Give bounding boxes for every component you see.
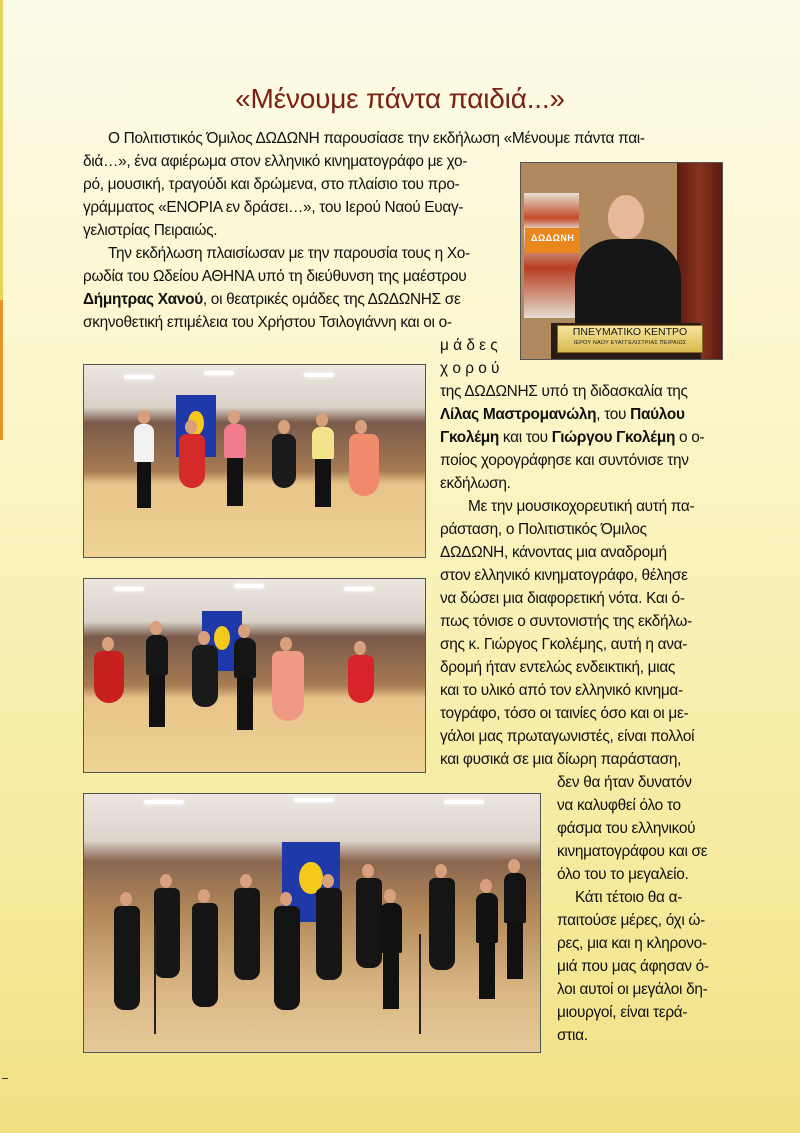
text-line: [440, 404, 723, 427]
text-line: ράσταση, ο Πολιτιστικός Όμιλος: [440, 521, 647, 538]
dance-photo-1: [83, 364, 426, 558]
mic-stand: [419, 934, 421, 1034]
text-line: [83, 289, 509, 312]
dodoni-logo-text: ΔΩΔΩΝΗ: [531, 233, 575, 243]
text-line: Με την μουσικοχορευτική αυτή πα-: [468, 498, 695, 515]
text-line: Την εκδήλωση πλαισίωσαν με την παρουσία τους η Χο-: [108, 245, 470, 262]
name-bold: Γκολέμη: [440, 429, 499, 446]
mic-stand: [154, 924, 156, 1034]
text-line: όλο του το μεγαλείο.: [557, 866, 689, 883]
event-banner: [524, 193, 579, 318]
plaque-subtitle: ΙΕΡΟΥ ΝΑΟΥ ΕΥΑΓΓΕΛΙΣΤΡΙΑΣ ΠΕΙΡΑΙΩΣ: [573, 340, 687, 346]
name-bold: Παύλου: [630, 406, 685, 423]
text-line: χ ο ρ ο ύ: [440, 360, 500, 377]
text-line: μιουργοί, είναι τερά-: [557, 1004, 688, 1021]
text-line: και φυσικά σε μια δίωρη παράσταση,: [440, 751, 682, 768]
crop-mark: [2, 1078, 8, 1079]
name-bold: Γιώργου Γκολέμη: [551, 429, 676, 446]
dance-photo-2: [83, 578, 426, 773]
text-line: σκηνοθετική επιμέλεια του Χρήστου Τσιλογιάννη και οι ο-: [83, 314, 452, 331]
text-line: ρό, μουσική, τραγούδι και δρώμενα, στο πλαίσιο του προ-: [83, 176, 460, 193]
page-edge-accent: [0, 300, 3, 440]
text-line: Ο Πολιτιστικός Όμιλος ΔΩΔΩΝΗ παρουσίασε την εκδήλωση «Μένουμε πάντα παι-: [108, 130, 645, 147]
text-line: γάλοι μας πρωταγωνιστές, είναι πολλοί: [440, 728, 695, 745]
text-line: διά…», ένα αφιέρωμα στον ελληνικό κινηματογράφο με χο-: [83, 153, 468, 170]
text-line: γράμματος «ΕΝΟΡΙΑ εν δράσει…», του Ιερού Ναού Ευαγ-: [83, 199, 464, 216]
text-line: κινηματογράφου και σε: [557, 843, 708, 860]
speaker-photo: [520, 162, 723, 360]
text-line: ρωδία του Ωδείου ΑΘΗΝΑ υπό τη διεύθυνση της μαέστρου: [83, 268, 467, 285]
name-bold: Δήμητρας Χανού: [83, 291, 203, 308]
text-line: στια.: [557, 1027, 588, 1044]
podium-plaque: [557, 325, 703, 353]
text-span: ο ο-: [675, 429, 705, 446]
text-line: λοι αυτοί οι μεγάλοι δη-: [557, 981, 708, 998]
text-line: παιτούσε μέρες, όχι ώ-: [557, 912, 705, 929]
article-title: «Μένουμε πάντα παιδιά...»: [235, 83, 565, 114]
text-span: , του: [596, 406, 631, 423]
text-line: ρες, μια και η κληρονο-: [557, 935, 707, 952]
text-line: της ΔΩΔΩΝΗΣ υπό τη διδασκαλία της: [440, 383, 688, 400]
text-line: δρομή ήταν εντελώς ενδεικτική, μιας: [440, 659, 676, 676]
text-line: πως τόνισε ο συντονιστής της εκδήλω-: [440, 613, 692, 630]
text-line: Κάτι τέτοιο θα α-: [575, 889, 683, 906]
text-line: φάσμα του ελληνικού: [557, 820, 696, 837]
text-line: στον ελληνικό κινηματογράφο, θέλησε: [440, 567, 688, 584]
text-line: τογράφο, τόσο οι ταινίες όσο και οι με-: [440, 705, 689, 722]
text-line: μιά που μας άφησαν ό-: [557, 958, 709, 975]
text-line: και το υλικό από τον ελληνικό κινημα-: [440, 682, 683, 699]
text-line: σης κ. Γιώργος Γκολέμης, αυτή η ανα-: [440, 636, 688, 653]
plaque-title: ΠΝΕΥΜΑΤΙΚΟ ΚΕΝΤΡΟ: [572, 326, 688, 338]
text-span: και του: [498, 429, 552, 446]
choir-photo: [83, 793, 541, 1053]
text-line: ΔΩΔΩΝΗ, κάνοντας μια αναδρομή: [440, 544, 667, 561]
text-line: μ ά δ ε ς: [440, 337, 498, 354]
text-line: να καλυφθεί όλο το: [557, 797, 681, 814]
text-line: να δώσει μια διαφορετική νότα. Και ό-: [440, 590, 685, 607]
text-line: δεν θα ήταν δυνατόν: [557, 774, 692, 791]
text-span: , οι θεατρικές ομάδες της ΔΩΔΩΝΗΣ σε: [202, 291, 461, 308]
text-line: ποίος χορογράφησε και συντόνισε την: [440, 452, 689, 469]
text-line: γελιστρίας Πειραιώς.: [83, 222, 218, 239]
text-line: εκδήλωση.: [440, 475, 511, 492]
name-bold: Λίλας Μαστρομανώλη: [440, 406, 597, 423]
text-line: [440, 427, 723, 450]
